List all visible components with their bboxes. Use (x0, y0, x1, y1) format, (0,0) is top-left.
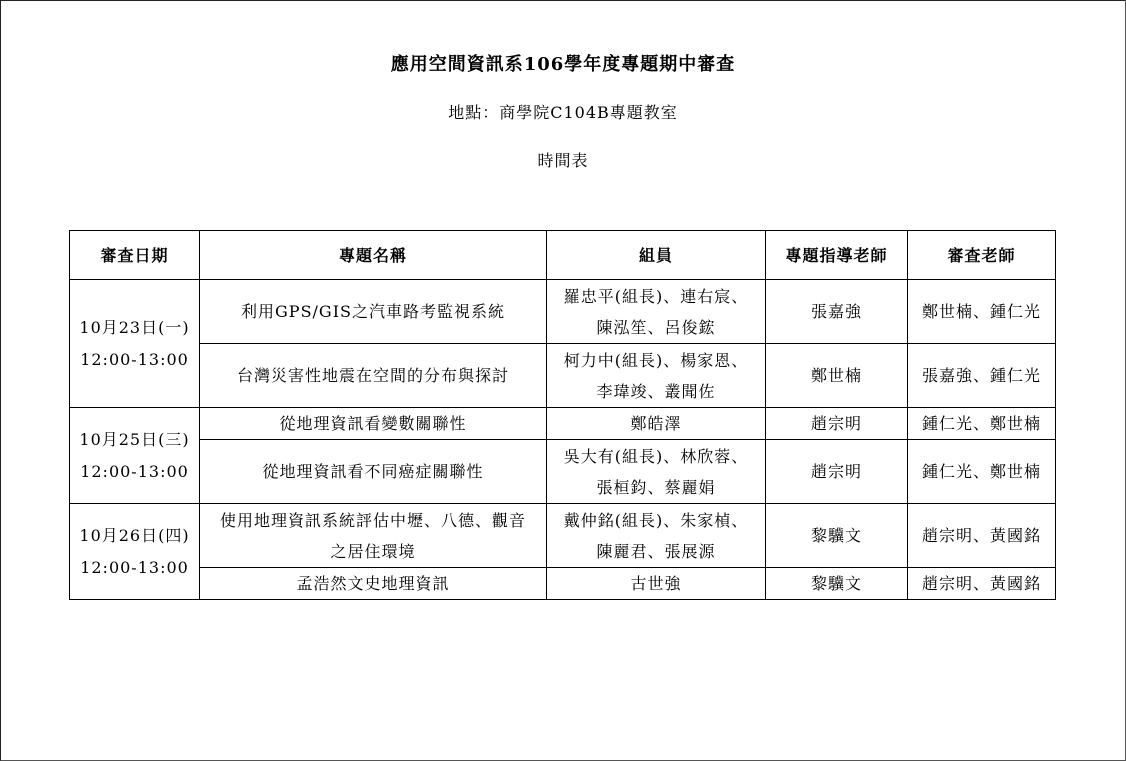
topic-cell (200, 568, 547, 600)
session-date: 10月25日(三) (79, 429, 190, 449)
schedule-table (69, 230, 1056, 600)
session-date-cell (70, 504, 200, 600)
members-line: 張桓鈞、蔡麗娟 (596, 477, 716, 497)
page-title: 應用空間資訊系106學年度專題期中審查 (390, 54, 736, 75)
session-date-cell (70, 408, 200, 504)
header-reviewers: 審查老師 (908, 231, 1056, 280)
header-review-date: 審查日期 (70, 231, 200, 280)
table-row (70, 408, 1056, 440)
members-cell (547, 440, 766, 504)
members-line: 古世強 (630, 574, 682, 593)
session-time: 12:00-13:00 (80, 557, 189, 577)
table-row (70, 568, 1056, 600)
table-row (70, 280, 1056, 344)
members-cell (547, 344, 766, 408)
advisor-cell: 黎驥文 (766, 504, 908, 568)
location-line: 地點：商學院C104B專題教室 (448, 103, 678, 122)
table-row (70, 344, 1056, 408)
members-cell (547, 504, 766, 568)
advisor-cell: 趙宗明 (766, 408, 908, 440)
advisor-cell: 趙宗明 (766, 440, 908, 504)
header-topic: 專題名稱 (200, 231, 547, 280)
header-advisor: 專題指導老師 (766, 231, 908, 280)
session-time: 12:00-13:00 (80, 461, 189, 481)
advisor-cell: 鄭世楠 (766, 344, 908, 408)
table-row (70, 440, 1056, 504)
advisor-cell: 張嘉強 (766, 280, 908, 344)
reviewers-cell: 鍾仁光、鄭世楠 (908, 408, 1056, 440)
topic-cell (200, 504, 547, 568)
members-line: 羅忠平(組長)、連右宸、 (563, 286, 749, 306)
topic-text: 台灣災害性地震在空間的分布與探討 (236, 366, 509, 385)
topic-cell (200, 440, 547, 504)
session-date: 10月26日(四) (79, 525, 190, 545)
reviewers-cell: 鄭世楠、鍾仁光 (908, 280, 1056, 344)
members-line: 吳大有(組長)、林欣蓉、 (563, 446, 749, 466)
members-cell (547, 568, 766, 600)
members-line: 戴仲銘(組長)、朱家楨、 (563, 510, 749, 530)
members-cell (547, 408, 766, 440)
members-line: 鄭皓澤 (630, 414, 682, 433)
session-date-cell (70, 280, 200, 408)
topic-text: 從地理資訊看不同癌症關聯性 (262, 462, 484, 481)
members-line: 李瑋竣、叢聞佐 (596, 381, 716, 401)
reviewers-cell: 張嘉強、鍾仁光 (908, 344, 1056, 408)
members-line: 陳麗君、張展源 (596, 541, 716, 561)
topic-text: 孟浩然文史地理資訊 (296, 574, 450, 593)
advisor-cell: 黎驥文 (766, 568, 908, 600)
topic-cell (200, 280, 547, 344)
reviewers-cell: 趙宗明、黃國銘 (908, 504, 1056, 568)
session-time: 12:00-13:00 (80, 349, 189, 369)
reviewers-cell: 鍾仁光、鄭世楠 (908, 440, 1056, 504)
table-row (70, 504, 1056, 568)
header-members: 組員 (547, 231, 766, 280)
topic-text: 使用地理資訊系統評估中壢、八德、觀音 (219, 510, 526, 530)
schedule-subtitle: 時間表 (537, 151, 589, 170)
reviewers-cell: 趙宗明、黃國銘 (908, 568, 1056, 600)
topic-text: 之居住環境 (330, 541, 416, 561)
members-line: 柯力中(組長)、楊家恩、 (563, 350, 749, 370)
members-line: 陳泓笙、呂俊鋐 (596, 317, 716, 337)
members-cell (547, 280, 766, 344)
topic-text: 從地理資訊看變數關聯性 (279, 414, 467, 433)
session-date: 10月23日(一) (79, 317, 190, 337)
topic-cell (200, 344, 547, 408)
topic-cell (200, 408, 547, 440)
table-header-row (70, 231, 1056, 280)
topic-text: 利用GPS/GIS之汽車路考監視系統 (241, 302, 505, 321)
